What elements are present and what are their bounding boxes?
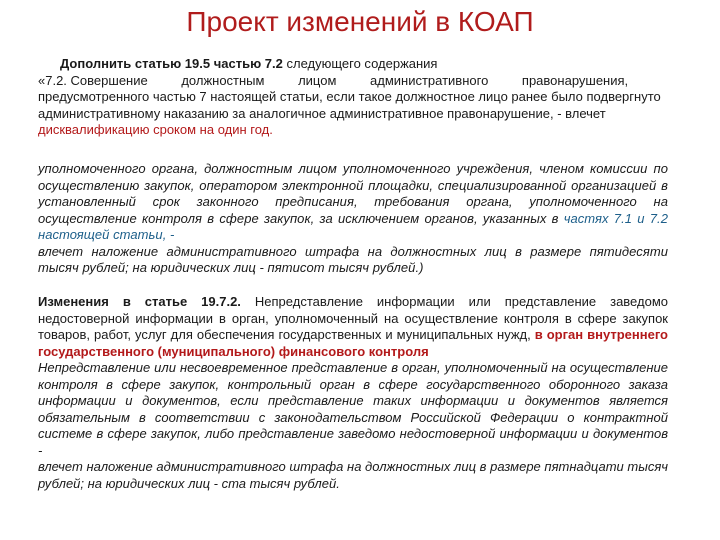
parts-reference: частях 7.1 и 7.2 настоящей статьи, - [38, 210, 668, 242]
disqualification-text: дисквалификацию сроком на один год. [38, 122, 273, 137]
financial-control-text: в орган внутреннего государственного (муниципального) финансового контроля [38, 327, 669, 359]
page-title: Проект изменений в КОАП [186, 6, 534, 37]
changes-lead-bold: Изменения в статье 19.7.2. [38, 294, 241, 309]
existing-text-penalty: влечет наложение административного штрафа на должностных лиц в размере пятидесяти тысяч рублей; на юридических лиц - пятисот тысяч рублей.) [38, 243, 668, 275]
changes-italic-penalty: влечет наложение административного штрафа на должностных лиц в размере пятнадцати тысяч рублей; на юридических лиц - ста тысяч рублей. [38, 459, 668, 491]
amendment-body-text: предусмотренного частью 7 настоящей статьи, если такое должностное лицо ранее было подвергнуто административному наказанию за аналогичное административное правонарушение, - влечет [38, 89, 661, 121]
existing-text-block [38, 161, 668, 277]
amendment-heading-rest: следующего содержания [282, 56, 438, 71]
changes-lead [38, 294, 668, 360]
amendment-line-7-2 [38, 73, 668, 90]
changes-19-7-2-block [38, 294, 668, 492]
clause-number: «7.2. [38, 72, 67, 88]
existing-text [38, 161, 668, 277]
amendment-heading-bold: Дополнить статью 19.5 частью 7.2 [60, 56, 283, 71]
changes-lead-text: Непредставление информации или представление заведомо недостоверной информации в орган, уполномоченный на осуществление контроля в сфере закупок товаров, работ, услуг для обеспечения государственных и муниципальных нужд, [38, 294, 668, 342]
amendment-heading [38, 56, 668, 73]
changes-italic-text: Непредставление или несвоевременное представление в орган, уполномоченный на осуществление контроля в сфере закупок, контрольный орган в сфере государственного оборонного заказа информации и документов, если представление таких информации и документов является обязательным в соответствии с законодательством Российской Федерации о контрактной системе в сфере закупок, либо представление заведомо недостоверной информации и документов - [38, 360, 668, 458]
amendment-19-5-block [38, 56, 668, 139]
amendment-body [38, 89, 668, 139]
existing-text-main: уполномоченного органа, должностным лицом уполномоченного учреждения, членом комиссии по осуществлению закупок, оператором электронной площадки, специализированной организацией в установленный срок законного предписания, требования органа, уполномоченного на осуществление контроля в сфере закупок, за исключением органов, указанных в [38, 161, 668, 226]
clause-first-line: Совершение должностным лицом административного правонарушения, [70, 72, 629, 88]
changes-italic [38, 360, 668, 492]
